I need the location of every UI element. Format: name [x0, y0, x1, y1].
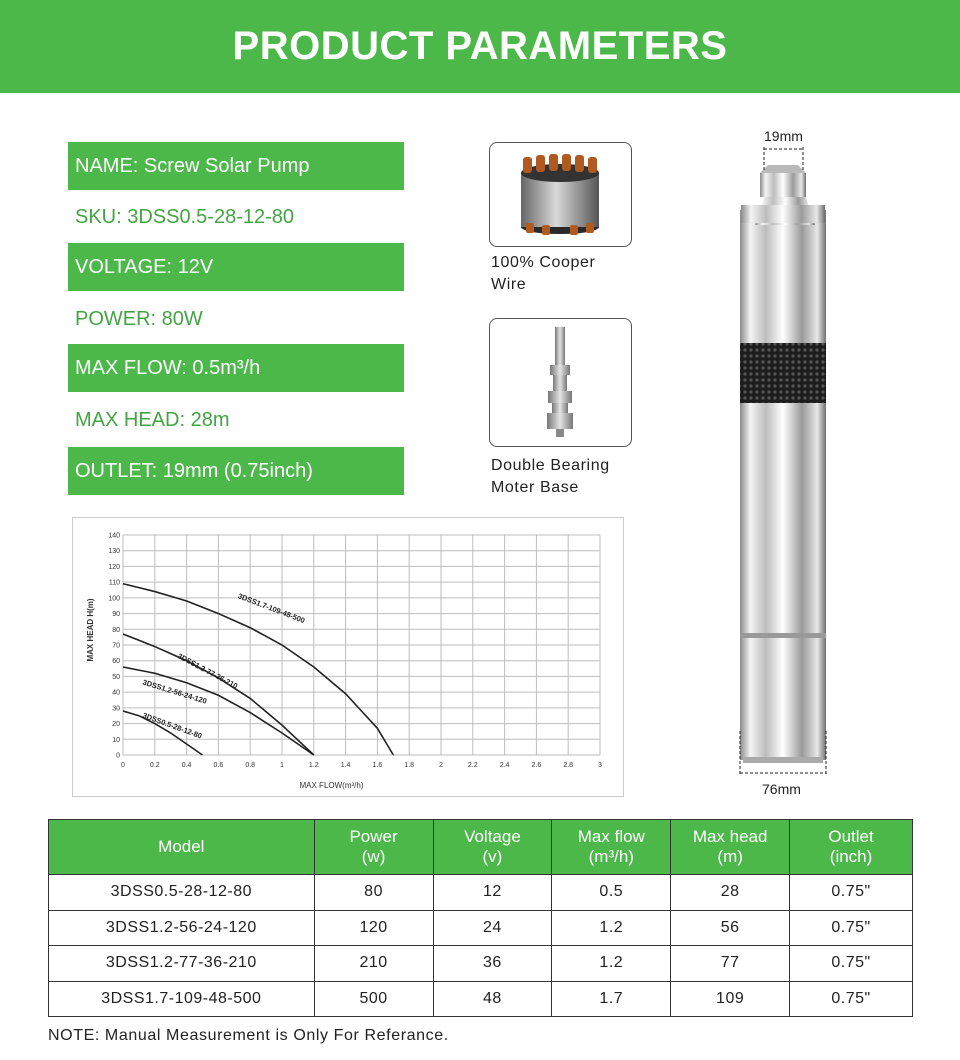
cell-max-head: 109	[671, 981, 790, 1017]
x-axis-label: MAX FLOW(m³/h)	[299, 781, 364, 790]
table-row	[49, 981, 913, 1017]
footer-note: NOTE: Manual Measurement is Only For Referance.	[48, 1027, 449, 1044]
series-label-0: 3DSS0.5-28-12-80	[141, 710, 204, 741]
y-tick-label: 120	[108, 563, 120, 571]
x-tick-label: 2.8	[563, 762, 574, 769]
y-tick-label: 20	[112, 721, 120, 729]
series-label-1: 3DSS1.2-56-24-120	[141, 677, 208, 706]
x-tick-label: 2.2	[467, 762, 478, 769]
cell-max-flow: 1.2	[552, 910, 671, 946]
cell-model: 3DSS1.2-77-36-210	[49, 946, 315, 982]
cell-voltage: 12	[433, 875, 552, 911]
x-tick-label: 2.4	[499, 762, 510, 769]
x-tick-label: 1.6	[372, 762, 383, 769]
spec-max-flow: MAX FLOW: 0.5m³/h	[68, 344, 404, 392]
y-tick-label: 10	[112, 736, 120, 744]
part-caption-bearing	[491, 455, 610, 499]
x-tick-label: 1.8	[404, 762, 415, 769]
y-tick-label: 90	[112, 611, 120, 619]
cell-power: 120	[314, 910, 433, 946]
col-header-max-flow: Max flow (m³/h)	[552, 820, 671, 875]
cell-max-flow: 1.7	[552, 981, 671, 1017]
x-tick-label: 0	[121, 762, 125, 769]
series-label-3: 3DSS1.7-109-48-500	[236, 591, 307, 626]
col-header-power: Power (w)	[314, 820, 433, 875]
cell-voltage: 48	[433, 981, 552, 1017]
y-tick-label: 110	[108, 579, 120, 587]
cell-outlet: 0.75"	[790, 910, 913, 946]
cell-power: 500	[314, 981, 433, 1017]
x-tick-label: 0.2	[149, 762, 160, 769]
cell-voltage: 24	[433, 910, 552, 946]
x-tick-label: 0.6	[213, 762, 224, 769]
cell-outlet: 0.75"	[790, 875, 913, 911]
cell-outlet: 0.75"	[790, 946, 913, 982]
caption-line: Moter Base	[491, 479, 579, 496]
part-card-coil	[489, 142, 632, 247]
y-tick-label: 50	[112, 673, 120, 681]
y-tick-label: 60	[112, 658, 120, 666]
table-header-row	[49, 820, 913, 875]
y-tick-label: 130	[108, 548, 120, 556]
dimension-guides	[730, 125, 840, 805]
cell-max-head: 28	[671, 875, 790, 911]
cell-max-flow: 1.2	[552, 946, 671, 982]
spec-outlet: OUTLET: 19mm (0.75inch)	[68, 447, 404, 495]
caption-line: Wire	[491, 276, 527, 293]
spec-sku: SKU: 3DSS0.5-28-12-80	[75, 206, 295, 228]
y-tick-label: 40	[112, 689, 120, 697]
table-row	[49, 946, 913, 982]
spec-name: NAME: Screw Solar Pump	[68, 142, 404, 190]
series-label-2: 3DSS1.2-77-36-210	[176, 651, 240, 691]
spec-max-head: MAX HEAD: 28m	[75, 409, 230, 431]
cell-power: 80	[314, 875, 433, 911]
x-tick-label: 1.4	[340, 762, 351, 769]
y-tick-label: 100	[108, 595, 120, 603]
dimension-top-label: 19mm	[764, 128, 803, 144]
cell-power: 210	[314, 946, 433, 982]
y-tick-label: 30	[112, 705, 120, 713]
y-tick-label: 0	[116, 752, 120, 760]
y-tick-label: 70	[112, 642, 120, 650]
part-caption-coil	[491, 252, 595, 296]
col-header-model: Model	[49, 820, 315, 875]
col-header-max-head: Max head (m)	[671, 820, 790, 875]
cell-model: 3DSS1.2-56-24-120	[49, 910, 315, 946]
cell-outlet: 0.75"	[790, 981, 913, 1017]
page-title: PRODUCT PARAMETERS	[232, 24, 728, 68]
page-header	[0, 0, 960, 93]
x-tick-label: 0.4	[181, 762, 192, 769]
cell-model: 3DSS1.7-109-48-500	[49, 981, 315, 1017]
x-tick-label: 1	[280, 762, 284, 769]
y-tick-label: 140	[108, 532, 120, 540]
caption-line: Double Bearing	[491, 457, 610, 474]
cell-max-flow: 0.5	[552, 875, 671, 911]
cell-max-head: 77	[671, 946, 790, 982]
table-row	[49, 910, 913, 946]
bearing-shaft-icon	[490, 319, 631, 446]
spec-voltage: VOLTAGE: 12V	[68, 243, 404, 291]
dimension-bottom-label: 76mm	[762, 781, 801, 797]
caption-line: 100% Cooper	[491, 254, 596, 271]
cell-max-head: 56	[671, 910, 790, 946]
y-tick-label: 80	[112, 626, 120, 634]
cell-model: 3DSS0.5-28-12-80	[49, 875, 315, 911]
x-tick-label: 2	[439, 762, 443, 769]
spec-table	[48, 819, 913, 1017]
y-axis-label: MAX HEAD H(m)	[86, 598, 95, 662]
x-tick-label: 1.2	[308, 762, 319, 769]
x-tick-label: 3	[598, 762, 602, 769]
chart-svg	[73, 518, 623, 796]
x-tick-label: 0.8	[245, 762, 256, 769]
part-card-bearing	[489, 318, 632, 447]
x-tick-label: 2.6	[531, 762, 542, 769]
col-header-voltage: Voltage (v)	[433, 820, 552, 875]
motor-coil-icon	[490, 143, 631, 246]
table-row	[49, 875, 913, 911]
col-header-outlet: Outlet (inch)	[790, 820, 913, 875]
cell-voltage: 36	[433, 946, 552, 982]
spec-power: POWER: 80W	[75, 308, 203, 330]
performance-chart	[72, 517, 624, 797]
